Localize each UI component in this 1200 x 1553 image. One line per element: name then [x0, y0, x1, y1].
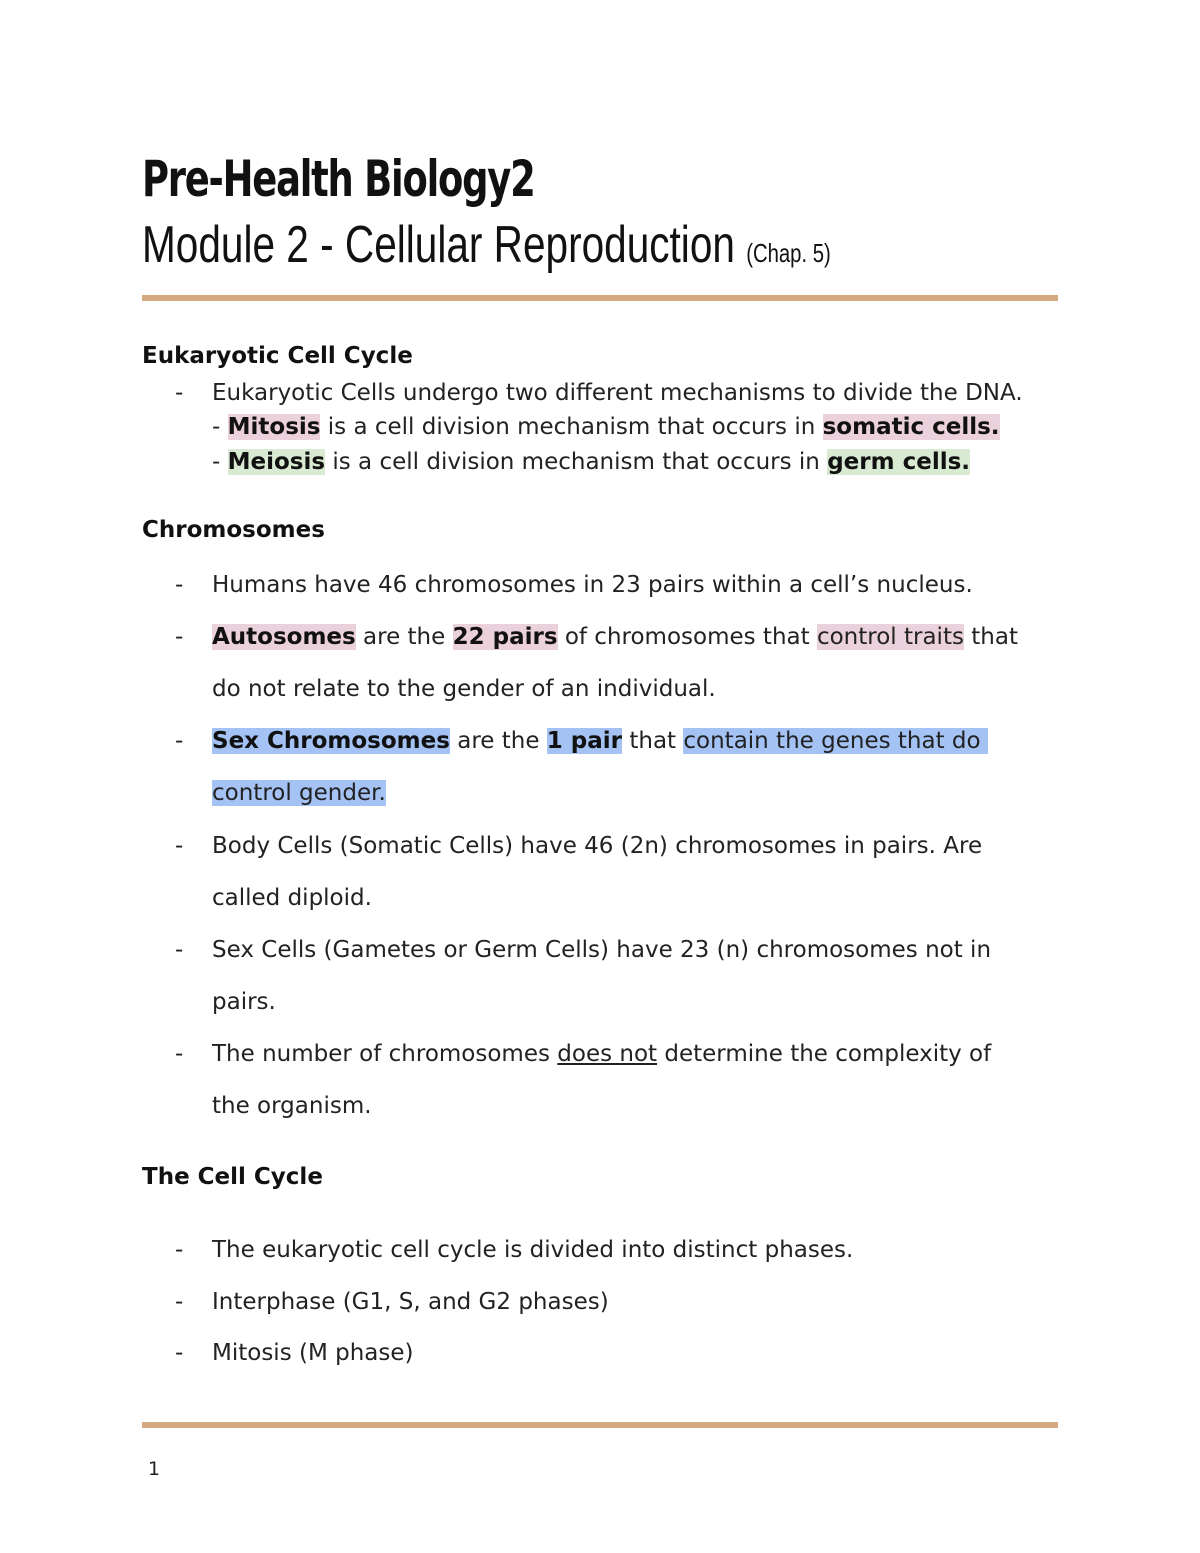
sex-chromosomes-term: Sex Chromosomes	[212, 728, 450, 754]
bullet-dash: -	[175, 833, 184, 859]
body-cells-line-2: called diploid.	[212, 885, 372, 911]
cell-cycle-phases-text: The eukaryotic cell cycle is divided into distinct phases.	[212, 1237, 854, 1263]
chromosome-number-line-2: the organism.	[212, 1093, 372, 1119]
sex-text-b: that	[622, 728, 684, 754]
somatic-cells-term: somatic cells.	[822, 414, 1000, 440]
germ-cells-term: germ cells.	[827, 449, 971, 475]
one-pair-term: 1 pair	[546, 728, 623, 754]
mitosis-phase-text: Mitosis (M phase)	[212, 1340, 414, 1366]
document-title: Pre-Health Biology2	[142, 150, 535, 208]
meiosis-line	[212, 449, 970, 475]
bullet-dash: -	[175, 728, 184, 754]
highlight-space	[981, 728, 988, 754]
bullet-dash: -	[175, 1340, 184, 1366]
sex-cells-line: Sex Cells (Gametes or Germ Cells) have 23 (n) chromosomes not in	[212, 937, 992, 963]
chromosome-number-line	[212, 1041, 991, 1067]
sex-cells-line-2: pairs.	[212, 989, 276, 1015]
meiosis-term: Meiosis	[227, 449, 326, 475]
number-text-a: The number of chromosomes	[212, 1041, 558, 1067]
bottom-divider	[142, 1422, 1058, 1428]
sex-chromosomes-line	[212, 728, 988, 754]
does-not-underlined: does not	[557, 1041, 658, 1067]
autosomes-text-c: that	[963, 624, 1018, 650]
humans-chromosomes-text: Humans have 46 chromosomes in 23 pairs within a cell’s nucleus.	[212, 572, 973, 598]
body-cells-line: Body Cells (Somatic Cells) have 46 (2n) chromosomes in pairs. Are	[212, 833, 983, 859]
mitosis-term: Mitosis	[227, 414, 321, 440]
heading-eukaryotic-cell-cycle: Eukaryotic Cell Cycle	[142, 343, 413, 369]
autosomes-text-b: of chromosomes that	[557, 624, 817, 650]
interphase-text: Interphase (G1, S, and G2 phases)	[212, 1289, 609, 1315]
bullet-dash: -	[175, 937, 184, 963]
autosomes-line-2: do not relate to the gender of an individual.	[212, 676, 716, 702]
mitosis-line	[212, 414, 1000, 440]
meiosis-description: is a cell division mechanism that occurs in	[325, 449, 828, 475]
page-number: 1	[148, 1458, 161, 1480]
top-divider	[142, 295, 1058, 301]
control-traits-highlight: control traits	[816, 624, 964, 650]
autosomes-term: Autosomes	[212, 624, 356, 650]
autosomes-text-a: are the	[355, 624, 453, 650]
sex-text-a: are the	[449, 728, 547, 754]
mitosis-prefix: -	[212, 414, 228, 440]
heading-chromosomes: Chromosomes	[142, 517, 325, 543]
contain-genes-highlight: contain the genes that do	[683, 728, 981, 754]
bullet-dash: -	[175, 380, 184, 406]
eukaryotic-mechanisms-text: Eukaryotic Cells undergo two different mechanisms to divide the DNA.	[212, 380, 1023, 406]
bullet-dash: -	[175, 1237, 184, 1263]
bullet-dash: -	[175, 572, 184, 598]
bullet-dash: -	[175, 1041, 184, 1067]
sex-chromosomes-line-2	[212, 780, 386, 806]
module-subtitle	[142, 215, 831, 275]
bullet-dash: -	[175, 1289, 184, 1315]
mitosis-description: is a cell division mechanism that occurs in	[320, 414, 823, 440]
meiosis-prefix: -	[212, 449, 228, 475]
heading-cell-cycle: The Cell Cycle	[142, 1164, 323, 1190]
twenty-two-pairs-term: 22 pairs	[452, 624, 558, 650]
module-title-text: Module 2 - Cellular Reproduction	[142, 216, 735, 274]
chapter-reference: (Chap. 5)	[746, 238, 831, 268]
number-text-b: determine the complexity of	[657, 1041, 992, 1067]
autosomes-line	[212, 624, 1018, 650]
control-gender-highlight: control gender.	[212, 780, 386, 806]
bullet-dash: -	[175, 624, 184, 650]
